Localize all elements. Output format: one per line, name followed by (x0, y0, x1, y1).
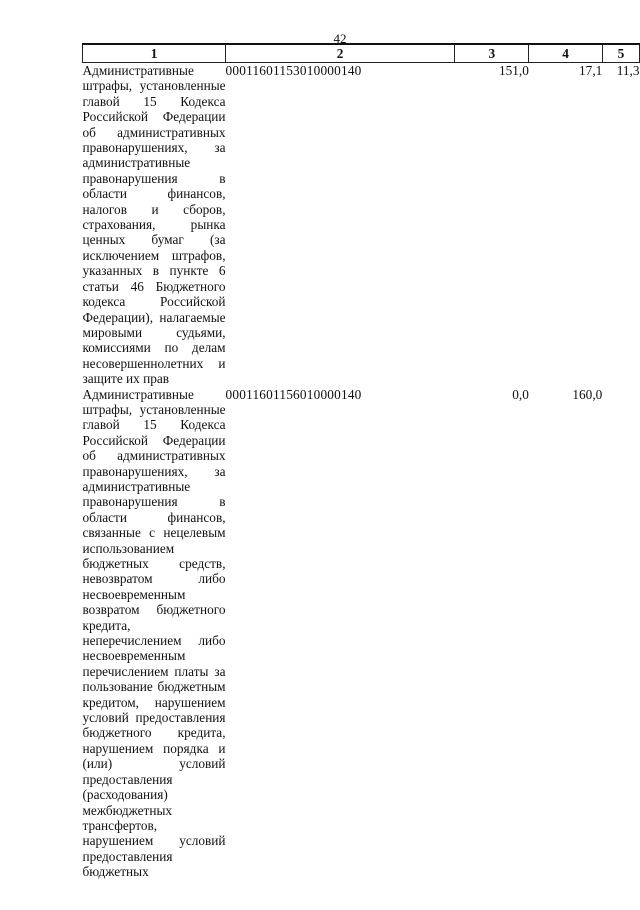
row-name: Административные штрафы, установленные главой 15 Кодекса Российской Федерации об административных правонарушениях, за административные правонарушения в области финансов, налогов и сборов, страхования, рынка ценных бумаг (за исключением штрафов, указанных в пункте 6 статьи 46 Бюджетного кодекса Российской Федерации), налагаемые мировыми судьями, комиссиями по делам несовершеннолетних и защите их прав (82, 63, 226, 387)
row-value-col4: 17,1 (579, 63, 603, 78)
budget-table (82, 43, 640, 880)
row-value-col3: 0,0 (512, 386, 529, 402)
row-value-col5: 11,3 (616, 63, 640, 78)
table-row (83, 387, 640, 880)
header-col-4: 4 (529, 44, 602, 63)
row-code: 00011601153010000140 (225, 63, 362, 78)
row-value-col3: 151,0 (498, 63, 529, 78)
row-code: 00011601156010000140 (225, 386, 362, 402)
row-name: Административные штрафы, установленные главой 15 Кодекса Российской Федерации об административных правонарушениях, за административные правонарушения в области финансов, связанные с нецелевым использованием бюджетных средств, невозвратом либо несвоевременным возвратом бюджетного кредита, неперечислением либо несвоевременным перечислением платы за пользование бюджетным кредитом, нарушением условий предоставления бюджетного кредита, нарушением порядка и (или) условий предоставления (расходования) межбюджетных трансфертов, нарушением условий предоставления бюджетных (82, 386, 226, 880)
table-row (83, 63, 640, 387)
header-col-3: 3 (455, 44, 529, 63)
page-number: 42 (333, 31, 347, 46)
row-value-col4: 160,0 (572, 386, 603, 402)
header-col-1: 1 (83, 44, 226, 63)
header-col-5: 5 (602, 44, 639, 63)
header-col-2: 2 (226, 44, 455, 63)
row-value-col5 (602, 387, 639, 880)
table-header-row (83, 44, 640, 63)
